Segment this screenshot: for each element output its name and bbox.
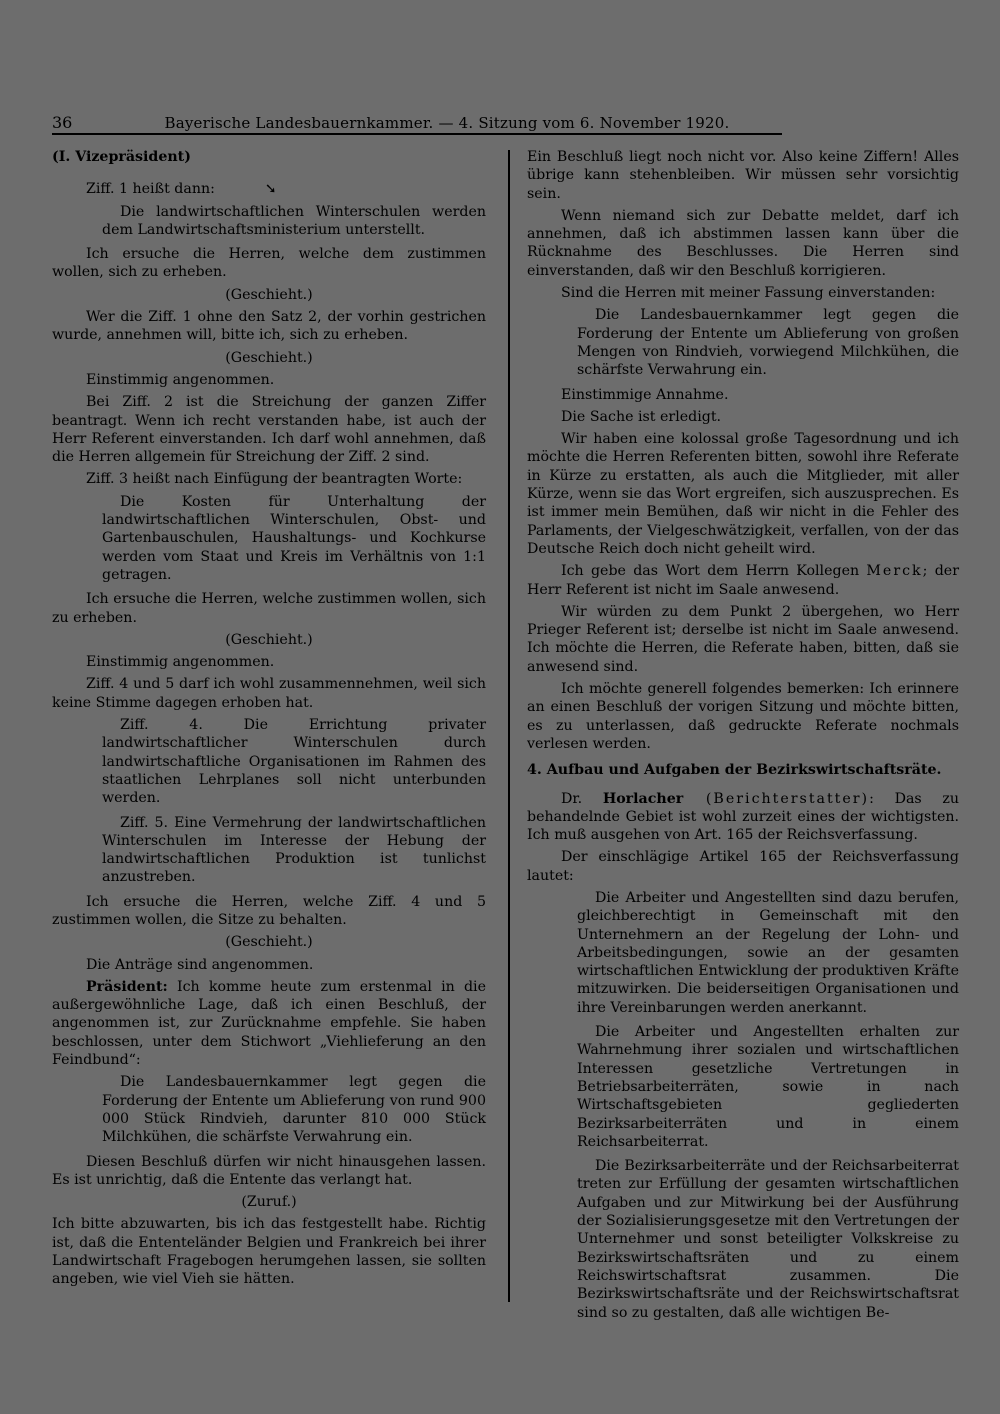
paragraph: Ich gebe das Wort dem Herrn Kollegen Merck; der Herr Referent ist nicht im Saale anwesend. — [527, 563, 959, 598]
paragraph: Der einschlägige Artikel 165 der Reichsverfassung lautet: — [527, 849, 959, 884]
paragraph: Einstimmig angenommen. — [86, 371, 275, 388]
header-rule — [52, 133, 782, 135]
speaker-name: Merck — [866, 563, 923, 580]
stage-note: (Geschieht.) — [225, 934, 313, 951]
speaker-name: Horlacher — [602, 790, 684, 807]
paragraph: Diesen Beschluß dürfen wir nicht hinausgehen lassen. Es ist unrichtig, daß die Entente das verlangt hat. — [52, 1153, 486, 1188]
stage-note: (Geschieht.) — [225, 349, 313, 366]
running-title: Bayerische Landesbauernkammer. — 4. Sitzung vom 6. November 1920. — [164, 114, 730, 132]
paragraph: Bei Ziff. 2 ist die Streichung der ganzen Ziffer beantragt. Wenn ich recht verstanden habe, ist auch der Herr Referent einverstanden. Ich darf wohl annehmen, daß die Herren allgemein für Streichung der Ziff. 2 sind. — [52, 394, 486, 466]
paragraph: Ziff. 3 heißt nach Einfügung der beantragten Worte: — [86, 471, 463, 488]
paragraph: Präsident: Ich komme heute zum erstenmal in die außergewöhnliche Lage, daß ich einen Beschluß, der angenommen ist, zur Zurücknahme empfehle. Sie haben beschlossen, unter dem Stichwort „Viehlieferung an den Feindbund“: — [52, 978, 486, 1069]
paragraph: Wenn niemand sich zur Debatte meldet, darf ich annehmen, daß ich abstimmen lassen kann über die Rücknahme des Beschlusses. Die Herren sind einverstanden, daß wir den Beschluß korrigieren. — [527, 207, 959, 279]
quoted-motion: Die Kosten für Unterhaltung der landwirtschaftlichen Winterschulen, Obst- und Gartenbauschulen, Haushaltungs- und Kochkurse werden vom Staat und Kreis im Verhältnis von 1:1 getragen. — [102, 493, 486, 583]
paragraph: Ein Beschluß liegt noch nicht vor. Also keine Ziffern! Alles übrige kann stehenbleiben. Wir müssen sehr vorsichtig sein. — [527, 149, 959, 202]
paragraph: Ich bitte abzuwarten, bis ich das festgestellt habe. Richtig ist, daß die Ententeländer Belgien und Frankreich bei ihrer Landwirtschaft Fragebogen herumgehen lassen, sie sollten angeben, wie viel Vieh sie hätten. — [52, 1216, 486, 1288]
quoted-motion: Die landwirtschaftlichen Winterschulen werden dem Landwirtschaftsministerium unterstellt. — [102, 203, 486, 238]
paragraph: Wir haben eine kolossal große Tagesordnung und ich möchte die Herren Referenten bitten, sowohl ihre Referate in Kürze zu erstatten, als auch die Mitglieder, mit aller Kürze, wenn sie das Wort ergreifen, sich auszusprechen. Es ist immer mein Bemühen, daß wir nicht in die Fehler des Parlaments, der Vielgeschwätzigkeit, verfallen, von der das Deutsche Reich doch nicht geheilt wird. — [527, 431, 959, 557]
quoted-motion: Ziff. 5. Eine Vermehrung der landwirtschaftlichen Winterschulen im Interesse der Hebung der landwirtschaftlichen Produktion ist tunlichst anzustreben. — [102, 814, 486, 886]
paragraph: Die Sache ist erledigt. — [561, 408, 722, 425]
column-divider — [508, 150, 510, 1302]
quoted-article: Die Arbeiter und Angestellten erhalten zur Wahrnehmung ihrer sozialen und wirtschaftlichen Interessen gesetzliche Vertretungen in Betriebsarbeiterräten, sowie in nach Wirtschaftsgebieten gegliederten Bezirksarbeiterräten und in einem Reichsarbeiterrat. — [577, 1024, 959, 1150]
stage-note: (Zuruf.) — [241, 1194, 297, 1211]
paragraph: Einstimmige Annahme. — [561, 386, 729, 403]
stage-note: (Geschieht.) — [225, 631, 313, 648]
section-heading: 4. Aufbau und Aufgaben der Bezirkswirtschaftsräte. — [527, 762, 942, 779]
paragraph: Die Anträge sind angenommen. — [86, 956, 314, 973]
paragraph: Wer die Ziff. 1 ohne den Satz 2, der vorhin gestrichen wurde, annehmen will, bitte ich, sich zu erheben. — [52, 309, 486, 344]
paragraph: Ich ersuche die Herren, welche dem zustimmen wollen, sich zu erheben. — [52, 246, 486, 281]
left-column — [52, 148, 486, 1293]
paragraph: Sind die Herren mit meiner Fassung einverstanden: — [561, 285, 936, 302]
page-header — [52, 108, 782, 132]
quoted-motion: Die Landesbauernkammer legt gegen die Forderung der Entente um Ablieferung von großen Mengen von Rindvieh, vorwiegend Milchkühen, die schärfste Verwahrung ein. — [577, 307, 959, 379]
quoted-motion: Die Landesbauernkammer legt gegen die Forderung der Entente um Ablieferung von rund 900 000 Stück Rindvieh, darunter 810 000 Stück Milchkühen, die schärfste Verwahrung ein. — [102, 1074, 486, 1146]
paragraph: Einstimmig angenommen. — [86, 654, 275, 671]
stage-note: (Geschieht.) — [225, 286, 313, 303]
speaker-name: Präsident: — [86, 978, 168, 995]
margin-mark-icon: ➘ — [264, 181, 277, 198]
paragraph: Ich ersuche die Herren, welche zustimmen wollen, sich zu erheben. — [52, 591, 486, 626]
paragraph: Ich möchte generell folgendes bemerken: Ich erinnere an einen Beschluß der vorigen Sitzung und möchte bitten, es zu unterlassen, daß gedruckte Referate nochmals verlesen werden. — [527, 681, 959, 752]
paragraph: Ziff. 1 heißt dann: ➘ — [86, 181, 277, 198]
paragraph: Dr. Horlacher (Berichterstatter): Das zu behandelnde Gebiet ist wohl zurzeit eines der wichtigsten. Ich muß ausgehen von Art. 165 der Reichsverfassung. — [527, 790, 959, 844]
paragraph: Ziff. 4 und 5 darf ich wohl zusammennehmen, weil sich keine Stimme dagegen erhoben hat. — [52, 676, 486, 711]
paragraph: Wir würden zu dem Punkt 2 übergehen, wo Herr Prieger Referent ist; derselbe ist nicht im Saale anwesend. Ich möchte die Herren, die Referate haben, bitten, daß sie anwesend sind. — [527, 603, 959, 675]
quoted-article: Die Arbeiter und Angestellten sind dazu berufen, gleichberechtigt in Gemeinschaft mit den Unternehmern an der Regelung der Lohn- und Arbeitsbedingungen, sowie an der gesamten wirtschaftlichen Entwicklung der produktiven Kräfte mitzuwirken. Die beiderseitigen Organisationen und ihre Vereinbarungen werden anerkannt. — [577, 889, 959, 1016]
right-column — [527, 148, 959, 1328]
speaker-continuation: (I. Vizepräsident) — [52, 149, 191, 165]
paragraph: Ich ersuche die Herren, welche Ziff. 4 und 5 zustimmen wollen, die Sitze zu behalten. — [52, 893, 486, 928]
quoted-motion: Ziff. 4. Die Errichtung privater landwirtschaftlicher Winterschulen durch landwirtschaftliche Organisationen im Rahmen des staatlichen Lehrplanes soll nicht unterbunden werden. — [102, 717, 486, 807]
page-number: 36 — [52, 113, 73, 132]
quoted-article: Die Bezirksarbeiterräte und der Reichsarbeiterrat treten zur Erfüllung der gesamten wirtschaftlichen Aufgaben und zur Mitwirkung bei der Ausführung der Sozialisierungsgesetze mit den Vertretungen der Unternehmer und sonst beteiligter Volkskreise zu Bezirkswirtschaftsräten und zu einem Reichswirtschaftsrat zusammen. Die Bezirkswirtschaftsräte und der Reichswirtschaftsrat sind so zu gestalten, daß alle wichtigen Be- — [577, 1158, 959, 1321]
